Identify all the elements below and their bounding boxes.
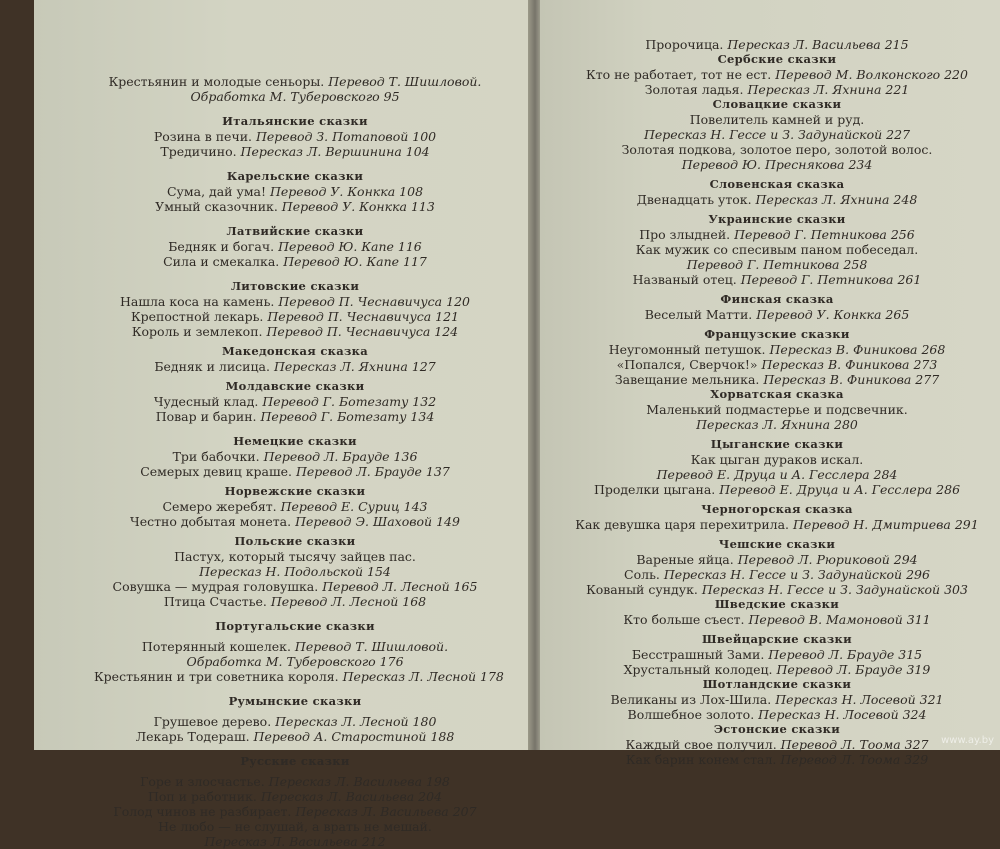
entry-title: Сума, дай ума! [166,184,270,199]
toc-entry [94,449,496,464]
entry-title: Крестьянин и три советника короля. [94,669,343,684]
entry-credit: Перевод Г. Ботезату 132 [262,394,437,409]
toc-entry [94,499,496,514]
entry-title: Проделки цыгана. [593,482,720,497]
entry-credit: Перевод Л. Лесной 168 [270,594,427,609]
toc-entry [94,394,496,409]
section-heading: Французские сказки [704,327,850,341]
entry-title: Неугомонный петушок. [608,342,770,357]
toc-entry [570,192,984,207]
toc-entry [570,112,984,127]
entry-credit: Пересказ В. Финикова 273 [761,357,938,372]
entry-credit: Пересказ Л. Васильева 212 [204,834,386,849]
entry-title: Не любо — не слушай, а врать не мешай. [158,819,432,834]
entry-credit: Пересказ В. Финикова 277 [763,372,940,387]
entry-credit: Перевод Е. Друца и А. Гесслера 286 [719,482,961,497]
toc-entry [570,342,984,357]
spacer [94,744,496,754]
section-heading: Польские сказки [234,534,356,548]
section-heading: Македонская сказка [221,344,369,358]
spacer [94,424,496,434]
entry-credit: Перевод Л. Брауде 136 [263,449,418,464]
toc-entry [94,819,496,834]
toc-entry [94,254,496,269]
entry-credit: Пересказ Н. Лосевой 321 [775,692,944,707]
entry-title: Золотая ладья. [644,82,748,97]
toc-entry [94,729,496,744]
toc-entry [570,142,984,157]
entry-credit: Пересказ Н. Подольской 154 [199,564,391,579]
toc-entry [94,669,504,684]
entry-credit: Перевод Н. Дмитриева 291 [793,517,979,532]
toc-entry [94,594,496,609]
section-heading: Словацкие сказки [712,97,842,111]
entry-credit: Перевод Е. Друца и А. Гесслера 284 [656,467,898,482]
entry-credit: Перевод Л. Брауде 315 [768,647,923,662]
toc-entry [94,74,496,89]
entry-title: Три бабочки. [172,449,264,464]
entry-title: Как мужик со спесивым паном побеседал. [635,242,919,257]
entry-title: Бедняк и богач. [168,239,279,254]
toc-entry [94,804,496,819]
entry-credit: Перевод Э. Шаховой 149 [295,514,460,529]
section-heading: Финская сказка [720,292,834,306]
toc-entry [94,774,496,789]
entry-credit: Пересказ Л. Яхнина 127 [273,359,436,374]
entry-title: Кто больше съест. [623,612,749,627]
entry-credit: Пересказ Л. Васильева 198 [268,774,450,789]
toc-entry [570,452,984,467]
entry-credit: Перевод Г. Петникова 261 [740,272,922,287]
entry-title: Как цыган дураков искал. [690,452,864,467]
section-heading: Литовские сказки [230,279,360,293]
toc-entry [570,257,984,272]
section-heading: Шведские сказки [714,597,840,611]
entry-credit: Перевод Т. Шишловой. [328,74,482,89]
entry-title: Бедняк и лисица. [154,359,274,374]
entry-credit: Пересказ Н. Гессе и З. Задунайской 296 [663,567,930,582]
toc-entry [94,359,496,374]
toc-entry [94,564,496,579]
entry-credit: Пересказ Л. Васильева 215 [727,37,909,52]
entry-title: Честно добытая монета. [130,514,296,529]
spacer [94,269,496,279]
section-heading: Итальянские сказки [222,114,368,128]
entry-credit: Перевод П. Чеснавичуса 120 [278,294,470,309]
toc-entry [94,324,496,339]
toc-entry [570,227,984,242]
entry-credit: Перевод З. Потаповой 100 [256,129,437,144]
section-heading: Португальские сказки [215,619,375,633]
entry-title: Умный сказочник. [155,199,282,214]
toc-entry [570,372,984,387]
entry-credit: Пересказ Н. Лосевой 324 [758,707,927,722]
entry-credit: Перевод Ю. Преснякова 234 [681,157,873,172]
entry-credit: Перевод М. Волконского 220 [775,67,968,82]
section-heading: Норвежские сказки [224,484,366,498]
entry-credit: Пересказ В. Финикова 268 [769,342,946,357]
entry-credit: Перевод Г. Петникова 258 [686,257,868,272]
toc-entry [94,89,496,104]
entry-credit: Обработка М. Туберовского 95 [190,89,400,104]
toc-entry [570,82,984,97]
entry-title: «Попался, Сверчок!» [616,357,762,372]
entry-title: Кованый сундук. [586,582,702,597]
left-page [34,0,530,849]
entry-credit: Перевод А. Старостиной 188 [253,729,455,744]
entry-title: Розина в печи. [153,129,256,144]
entry-credit: Перевод Л. Брауде 319 [776,662,931,677]
entry-title: Чудесный клад. [153,394,263,409]
entry-title: Маленький подмастерье и подсвечник. [646,402,908,417]
section-heading: Чешские сказки [718,537,836,551]
left-contents-column [34,0,530,849]
entry-credit: Пересказ Н. Гессе и З. Задунайской 303 [701,582,968,597]
entry-title: Завещание мельника. [614,372,764,387]
entry-credit: Перевод В. Мамоновой 311 [748,612,931,627]
entry-title: Великаны из Лох-Шила. [610,692,776,707]
section-heading: Шотландские сказки [702,677,852,691]
entry-title: Семеро жеребят. [162,499,281,514]
toc-entry [570,402,984,417]
spacer [94,214,496,224]
entry-credit: Перевод П. Чеснавичуса 121 [267,309,459,324]
toc-entry [570,752,984,767]
entry-title: Как барин конем стал. [625,752,781,767]
entry-title: Бесстрашный Зами. [631,647,769,662]
section-heading: Русские сказки [240,754,350,768]
toc-entry [94,714,496,729]
section-heading: Латвийские сказки [226,224,364,238]
toc-entry [570,157,984,172]
right-page [540,0,1000,767]
toc-entry [94,654,496,669]
entry-credit: Пересказ Л. Васильева 204 [260,789,443,804]
entry-title: Король и землекоп. [131,324,267,339]
entry-title: Нашла коса на камень. [120,294,279,309]
toc-entry [570,127,984,142]
toc-entry [94,639,496,654]
entry-title: Повар и барин. [155,409,261,424]
section-heading: Румынские сказки [228,694,362,708]
section-heading: Эстонские сказки [713,722,841,736]
toc-entry [570,307,984,322]
entry-credit: Пересказ Н. Гессе и З. Задунайской 227 [643,127,911,142]
entry-credit: Перевод Ю. Капе 116 [278,239,422,254]
section-heading: Швейцарские сказки [702,632,852,646]
entry-title: Совушка — мудрая головушка. [112,579,323,594]
section-heading: Сербские сказки [717,52,837,66]
toc-entry [570,272,984,287]
toc-entry [570,482,984,497]
entry-title: Двенадцать уток. [636,192,756,207]
toc-entry [94,834,496,849]
entry-credit: Перевод У. Конкка 113 [281,199,435,214]
entry-title: Птица Счастье. [163,594,271,609]
toc-entry [94,294,496,309]
entry-credit: Пересказ Л. Яхнина 221 [747,82,910,97]
entry-credit: Перевод У. Конкка 108 [270,184,424,199]
entry-credit: Перевод Е. Суриц 143 [280,499,428,514]
entry-credit: Перевод П. Чеснавичуса 124 [266,324,459,339]
entry-title: Потерянный кошелек. [141,639,295,654]
entry-title: Про злыдней. [639,227,735,242]
entry-credit: Перевод Г. Ботезату 134 [260,409,435,424]
entry-credit: Перевод Ю. Капе 117 [283,254,427,269]
entry-title: Соль. [624,567,664,582]
toc-entry [570,582,984,597]
watermark: www.ay.by [941,735,994,746]
section-heading: Цыганские сказки [710,437,844,451]
entry-credit: Перевод Г. Петникова 256 [734,227,915,242]
entry-credit: Пересказ Л. Яхнина 280 [696,417,858,432]
toc-entry [94,144,496,159]
entry-title: Крестьянин и молодые сеньоры. [108,74,329,89]
entry-credit: Пересказ Л. Лесной 178 [342,669,504,684]
entry-title: Поп и работник. [147,789,261,804]
entry-title: Веселый Матти. [644,307,757,322]
toc-entry [94,409,496,424]
toc-entry [570,662,984,677]
section-heading: Хорватская сказка [710,387,844,401]
entry-title: Лекарь Тодераш. [135,729,254,744]
toc-entry [94,129,496,144]
entry-credit: Перевод Л. Лесной 165 [322,579,478,594]
entry-title: Горе и злосчастье. [140,774,269,789]
entry-credit: Пересказ Л. Васильева 207 [295,804,477,819]
entry-title: Хрустальный колодец. [623,662,777,677]
section-heading: Карельские сказки [226,169,364,183]
spacer [94,159,496,169]
entry-title: Повелитель камней и руд. [689,112,865,127]
entry-credit: Перевод Л. Тоома 327 [780,737,929,752]
right-contents-column [540,0,1000,767]
toc-entry [94,514,496,529]
section-heading: Черногорская сказка [701,502,853,516]
toc-entry [570,737,984,752]
entry-title: Как девушка царя перехитрила. [575,517,794,532]
entry-title: Грушевое дерево. [153,714,276,729]
entry-title: Названый отец. [632,272,741,287]
toc-entry [570,647,984,662]
entry-credit: Пересказ Л. Яхнина 248 [755,192,918,207]
entry-title: Волшебное золото. [627,707,759,722]
toc-entry [570,242,984,257]
entry-title: Семерых девиц краше. [140,464,296,479]
toc-entry [94,184,496,199]
entry-title: Пастух, который тысячу зайцев пас. [174,549,416,564]
section-heading: Украинские сказки [708,212,846,226]
entry-credit: Пересказ Л. Лесной 180 [275,714,437,729]
entry-credit: Обработка М. Туберовского 176 [186,654,404,669]
entry-title: Голод чинов не разбирает. [113,804,296,819]
entry-credit: Перевод Т. Шишловой. [294,639,449,654]
entry-title: Сила и смекалка. [163,254,284,269]
entry-credit: Перевод Л. Брауде 137 [295,464,450,479]
entry-title: Пророчица. [645,37,728,52]
spacer [94,684,496,694]
toc-entry [570,67,984,82]
section-heading: Молдавские сказки [225,379,365,393]
toc-entry [94,309,496,324]
toc-entry [570,357,984,372]
section-heading: Немецкие сказки [233,434,357,448]
toc-entry [570,612,984,627]
toc-entry [94,464,496,479]
spacer [94,104,496,114]
entry-title: Кто не работает, тот не ест. [586,67,776,82]
toc-entry [94,239,496,254]
toc-entry [94,549,496,564]
toc-entry [570,692,984,707]
entry-title: Вареные яйца. [636,552,738,567]
entry-credit: Пересказ Л. Вершинина 104 [240,144,430,159]
toc-entry [570,707,984,722]
toc-entry [570,417,984,432]
toc-entry [94,789,496,804]
entry-credit: Перевод Л. Рюриковой 294 [737,552,918,567]
entry-title: Каждый свое получил. [625,737,781,752]
toc-entry [94,199,496,214]
entry-title: Крепостной лекарь. [130,309,268,324]
toc-entry [570,467,984,482]
toc-entry [570,517,984,532]
toc-entry [570,567,984,582]
spacer [94,609,496,619]
entry-credit: Перевод У. Конкка 265 [756,307,910,322]
toc-entry [570,37,984,52]
entry-title: Тредичино. [160,144,241,159]
toc-entry [94,579,496,594]
section-heading: Словенская сказка [709,177,845,191]
toc-entry [570,552,984,567]
entry-credit: Перевод Л. Тоома 329 [780,752,929,767]
entry-title: Золотая подкова, золотое перо, золотой волос. [621,142,933,157]
